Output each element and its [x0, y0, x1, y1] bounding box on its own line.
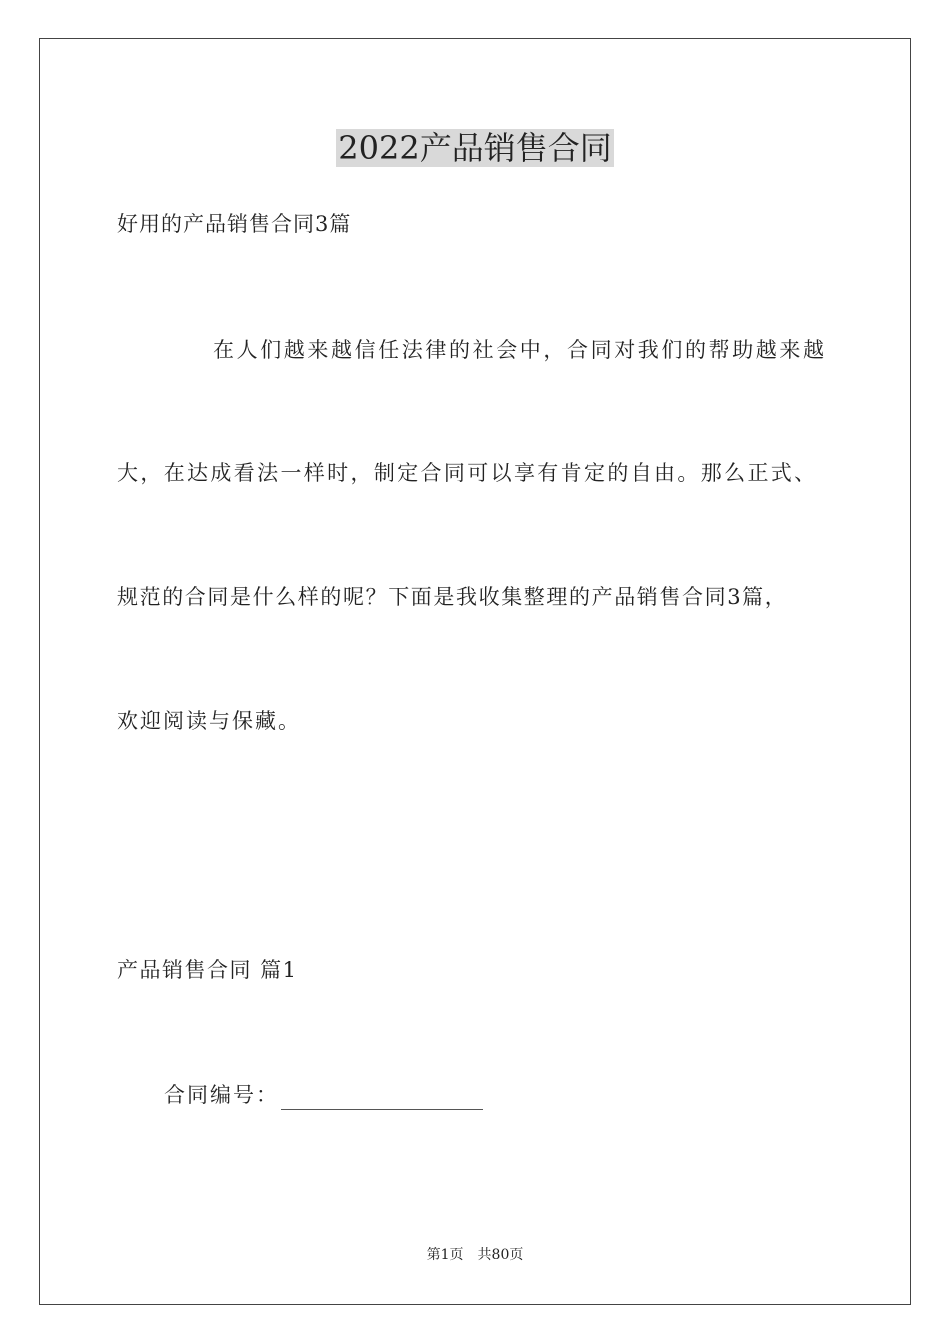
document-title — [0, 126, 950, 170]
intro-line-1: 在人们越来越信任法律的社会中，合同对我们的帮助越来越 — [213, 338, 827, 362]
contract-number-label: 合同编号： — [164, 1083, 279, 1107]
section-heading: 产品销售合同 篇1 — [117, 958, 298, 982]
intro-line-4: 欢迎阅读与保藏。 — [117, 709, 301, 733]
contract-number-field — [164, 1080, 483, 1110]
intro-line-2: 大，在达成看法一样时，制定合同可以享有肯定的自由。那么正式、 — [117, 461, 818, 485]
page-footer — [0, 1245, 950, 1265]
document-title-text: 2022产品销售合同 — [338, 129, 612, 167]
contract-number-blank-line — [281, 1089, 483, 1110]
page-number-total: 共80页 — [477, 1247, 524, 1263]
page-number-current: 第1页 — [426, 1247, 464, 1263]
intro-line-3: 规范的合同是什么样的呢？下面是我收集整理的产品销售合同3篇， — [117, 585, 788, 609]
document-subtitle: 好用的产品销售合同3篇 — [117, 212, 352, 236]
